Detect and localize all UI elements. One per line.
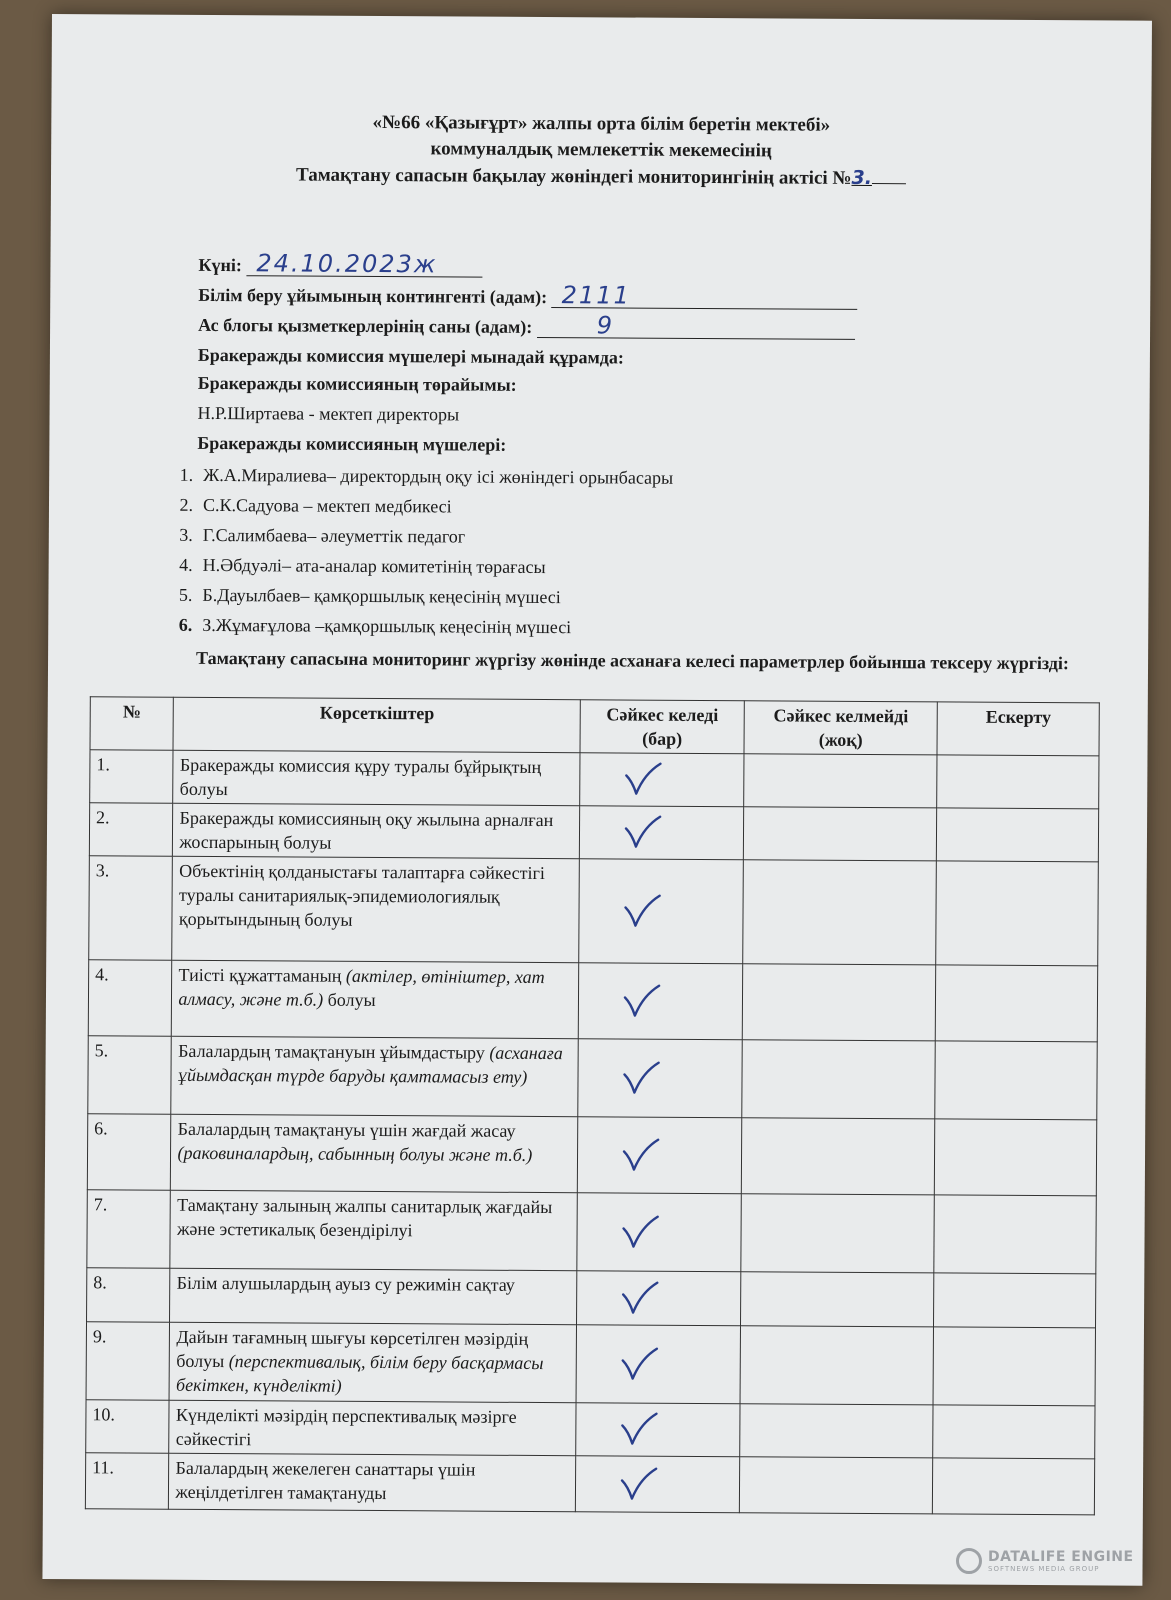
row-indicator: [173, 750, 580, 805]
row-number: 2.: [89, 803, 173, 857]
note-cell: [934, 1273, 1096, 1328]
heading-school-name: «№66 «Қазығұрт» жалпы орта білім беретін мектебі»: [372, 111, 831, 136]
indicator-text: Тамақтану залының жалпы санитарлық жағдайы және эстетикалық безендірілуі: [176, 1194, 553, 1241]
check-icon: [620, 1466, 658, 1502]
indicator-italic-text: (асханаға ұйымдасқан түрде баруды қамтамасыз ету): [177, 1042, 563, 1087]
member-number: 1.: [179, 464, 194, 485]
row-number: 6.: [87, 1114, 171, 1191]
indicator-text: Балалардың жекелеген санаттары үшін жеңілдетілген тамақтануды: [175, 1457, 476, 1504]
member-number: 3.: [179, 524, 193, 545]
member-number: 2.: [179, 494, 194, 515]
row-number: 8.: [87, 1268, 171, 1323]
note-cell: [936, 861, 1098, 966]
check-icon: [620, 1412, 658, 1448]
staff-value: 9: [596, 311, 615, 340]
date-line: [198, 249, 482, 279]
noncompliant-cell: [740, 1272, 934, 1327]
row-number: 7.: [87, 1190, 171, 1269]
check-icon: [622, 1214, 660, 1250]
list-item: [153, 555, 673, 588]
check-icon: [621, 1280, 659, 1316]
note-cell: [935, 1041, 1097, 1120]
member-number: 6.: [178, 614, 193, 635]
compliant-cell: [576, 1456, 740, 1513]
table-row: [85, 1453, 1094, 1515]
check-icon: [621, 1346, 659, 1382]
heading-institution: коммуналдық мемлекеттік мекемесінің: [430, 138, 772, 162]
member-text: С.К.Садуова – мектеп медбикесі: [202, 494, 452, 517]
table-header-row: [90, 697, 1099, 756]
date-label: Күні:: [198, 254, 242, 276]
watermark-line1: DATALIFE ENGINE: [988, 1549, 1134, 1565]
row-indicator: [173, 803, 580, 858]
indicator-text: Балалардың тамақтануын ұйымдастыру: [178, 1040, 490, 1063]
row-indicator: [170, 1268, 577, 1324]
row-number: 4.: [88, 960, 172, 1037]
noncompliant-cell: [740, 1404, 934, 1458]
member-text: З.Жұмағұлова –қамқоршылық кеңесінің мүшесі: [202, 614, 572, 638]
logo-circle-icon: [956, 1548, 982, 1574]
act-title-text: Тамақтану сапасын бақылау жөніндегі мониторингінің актісі №: [295, 164, 852, 189]
row-indicator: [172, 856, 579, 962]
noncompliant-cell: [741, 1194, 935, 1273]
indicator-italic-text: (актілер, өтініштер, хат алмасу, және т.б.): [178, 965, 545, 1010]
note-cell: [936, 965, 1098, 1042]
staff-field: [537, 311, 855, 340]
noncompliant-cell: [743, 807, 937, 861]
watermark-logo: [956, 1548, 1134, 1574]
row-indicator: [171, 1114, 578, 1192]
compliant-cell: [577, 1193, 741, 1272]
compliant-cell: [580, 753, 744, 807]
member-number: 5.: [178, 584, 193, 605]
contingent-line: [198, 283, 858, 310]
row-indicator: [169, 1322, 576, 1402]
chair-name: Н.Р.Ширтаева - мектеп директоры: [197, 402, 460, 425]
col-header-note: Ескерту: [937, 702, 1099, 756]
compliant-cell: [579, 859, 743, 964]
document-page: [42, 14, 1152, 1586]
list-item: [153, 525, 673, 558]
member-number: 4.: [179, 554, 193, 575]
table-row: [89, 856, 1099, 966]
inspection-table: [85, 696, 1100, 1515]
check-icon: [624, 762, 662, 798]
members-label: Бракеражды комиссияның мүшелері:: [197, 432, 507, 455]
list-item: [153, 465, 673, 498]
table-row: [86, 1400, 1095, 1459]
indicator-text: Тиісті құжаттаманың: [178, 964, 346, 986]
compliant-cell: [580, 806, 744, 860]
note-cell: [937, 808, 1099, 862]
noncompliant-cell: [743, 860, 937, 965]
indicator-text: Балалардың тамақтануы үшін жағдай жасау: [177, 1118, 516, 1141]
table-row: [86, 1322, 1095, 1406]
indicator-text: Білім алушылардың ауыз су режимін сақтау: [176, 1272, 515, 1295]
table-row: [87, 1114, 1096, 1196]
row-number: 10.: [86, 1400, 170, 1454]
col-header-number: №: [90, 697, 174, 751]
member-text: Н.Әбдуәлі– ата-аналар комитетінің төрағасы: [202, 554, 546, 578]
noncompliant-cell: [740, 1326, 934, 1405]
member-text: Ж.А.Миралиева– директордың оқу ісі жөніндегі орынбасары: [203, 464, 674, 488]
table-row: [90, 750, 1099, 809]
check-icon: [623, 983, 661, 1019]
row-indicator: [171, 1036, 578, 1116]
noncompliant-cell: [742, 964, 936, 1041]
note-cell: [935, 1119, 1097, 1196]
compliant-cell: [576, 1403, 740, 1457]
row-number: 5.: [88, 1036, 172, 1115]
row-indicator: [169, 1400, 576, 1455]
indicator-tail-text: болуы: [323, 989, 376, 1010]
watermark-line2: SOFTNEWS MEDIA GROUP: [988, 1565, 1100, 1573]
check-icon: [623, 1060, 661, 1096]
date-field: [246, 249, 482, 279]
note-cell: [933, 1405, 1095, 1459]
table-row: [87, 1268, 1096, 1328]
row-indicator: [172, 960, 579, 1038]
list-item: [153, 495, 673, 528]
check-icon: [624, 893, 662, 929]
noncompliant-cell: [741, 1118, 935, 1195]
note-cell: [933, 1327, 1095, 1406]
compliant-cell: [578, 1117, 742, 1194]
member-text: Б.Дауылбаев– қамқоршылық кеңесінің мүшесі: [202, 584, 561, 608]
row-number: 9.: [86, 1322, 170, 1401]
table-row: [87, 1190, 1096, 1274]
staff-label: Ас блогы қызметкерлерінің саны (адам):: [198, 314, 533, 337]
check-icon: [622, 1137, 660, 1173]
col-header-noncompliant: Сәйкес келмейді (жоқ): [744, 701, 938, 755]
row-indicator: [170, 1190, 577, 1270]
compliant-cell: [576, 1325, 740, 1404]
col-header-compliant: Сәйкес келеді (бар): [580, 700, 744, 754]
row-number: 3.: [89, 856, 173, 961]
table-row: [88, 1036, 1097, 1120]
indicator-italic-text: (раковиналардың, сабынның болуы және т.б.): [177, 1142, 533, 1165]
list-item: [152, 615, 672, 648]
act-number: 3.: [851, 166, 873, 190]
check-icon: [624, 815, 662, 851]
row-number: 11.: [85, 1453, 169, 1510]
date-value: 24.10.2023ж: [256, 249, 438, 279]
indicator-text: Бракеражды комиссияның оқу жылына арналған жоспарының болуы: [179, 807, 554, 853]
noncompliant-cell: [744, 754, 938, 808]
row-number: 1.: [90, 750, 174, 804]
compliant-cell: [577, 1271, 741, 1326]
staff-line: [198, 313, 855, 340]
member-text: Г.Салимбаева– әлеуметтік педагог: [202, 524, 466, 547]
members-list: [152, 465, 673, 648]
indicator-text: Объектінің қолданыстағы талаптарға сәйкестігі туралы санитариялық-эпидемиологиялық қорытындының болуы: [178, 860, 545, 930]
indicator-italic-text: (перспективалық, білім беру басқармасы бекіткен, күнделікті): [176, 1351, 544, 1396]
list-item: [152, 585, 672, 618]
heading-act-title: [51, 162, 1151, 192]
indicator-text: Дайын тағамның шығуы көрсетілген мәзірдің болуы: [176, 1326, 529, 1372]
table-row: [89, 803, 1098, 862]
table-body: [85, 750, 1099, 1515]
col-header-indicators: Көрсеткіштер: [173, 697, 580, 752]
contingent-field: [552, 281, 858, 310]
contingent-value: 2111: [561, 281, 631, 310]
compliant-cell: [578, 963, 742, 1040]
compliant-cell: [578, 1039, 742, 1118]
act-number-underline: [872, 167, 906, 184]
note-cell: [937, 755, 1099, 809]
inspection-intro: Тамақтану сапасына мониторинг жүргізу жөнінде асханаға келесі параметрлер бойынша тексеру жүргізді:: [196, 647, 1070, 674]
chair-label: Бракеражды комиссияның төрайымы:: [197, 372, 517, 395]
indicator-text: Күнделікті мәзірдің перспективалық мәзірге сәйкестігі: [175, 1404, 517, 1450]
row-indicator: [169, 1453, 576, 1511]
commission-intro: Бракеражды комиссия мүшелері мынадай құрамда:: [197, 344, 624, 368]
noncompliant-cell: [739, 1457, 933, 1514]
table-row: [88, 960, 1097, 1042]
note-cell: [933, 1458, 1095, 1515]
noncompliant-cell: [742, 1040, 936, 1119]
contingent-label: Білім беру ұйымының контингенті (адам):: [198, 284, 548, 308]
note-cell: [934, 1195, 1096, 1274]
indicator-text: Бракеражды комиссия құру туралы бұйрықтың болуы: [179, 754, 542, 800]
